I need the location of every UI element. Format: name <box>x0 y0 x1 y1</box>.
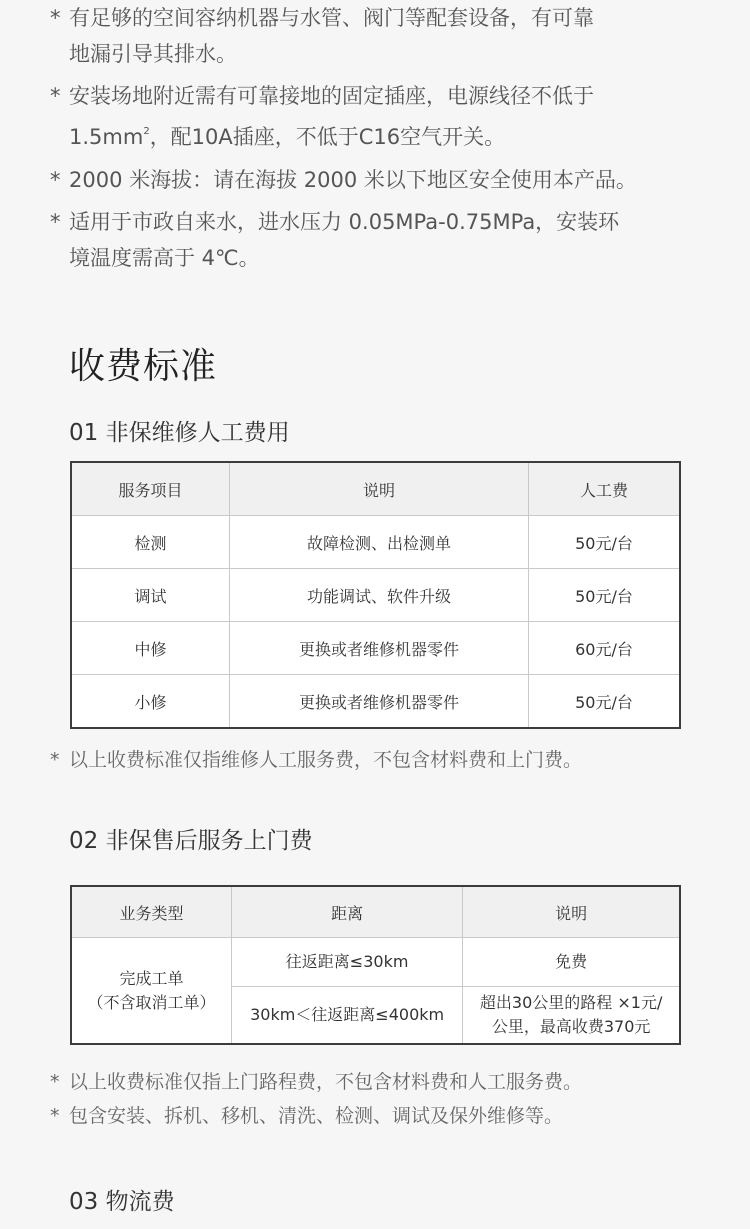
header-cell: 距离 <box>231 886 462 938</box>
header-cell: 说明 <box>463 886 680 938</box>
sub2-title: 02 非保售后服务上门费 <box>69 828 313 854</box>
table-row <box>71 569 680 622</box>
table-cell: 小修 <box>71 675 229 729</box>
header-cell: 业务类型 <box>71 886 231 938</box>
table-cell: 50元/台 <box>528 516 680 569</box>
table-cell: 更换或者维修机器零件 <box>229 675 528 729</box>
table-cell: 50元/台 <box>528 569 680 622</box>
table-row <box>71 938 680 987</box>
table-row <box>71 516 680 569</box>
table-cell: 超出30公里的路程 ×1元/ 公里，最高收费370元 <box>463 987 680 1045</box>
table-cell: 功能调试、软件升级 <box>229 569 528 622</box>
table-cell: 30km＜往返距离≤400km <box>231 987 462 1045</box>
table-row <box>71 622 680 675</box>
visit-fee-table <box>70 885 681 1045</box>
business-type-cell: 完成工单 （不含取消工单） <box>71 938 231 1045</box>
header-cell: 服务项目 <box>71 462 229 516</box>
labor-fee-note: * 以上收费标准仅指维修人工服务费，不包含材料费和上门费。 <box>50 749 583 771</box>
table-cell: 50元/台 <box>528 675 680 729</box>
section-title: 收费标准 <box>69 346 218 387</box>
visit-fee-note-2: * 包含安装、拆机、移机、清洗、检测、调试及保外维修等。 <box>50 1105 564 1127</box>
note-water: * 适用于市政自来水，进水压力 0.05MPa-0.75MPa，安装环 境温度需高于 4℃。 <box>50 210 620 270</box>
table-cell: 中修 <box>71 622 229 675</box>
note-power: * 安装场地附近需有可靠接地的固定插座，电源线径不低于 $1.5mm^2$，配10A插座，不低于C16空气开关。 <box>50 84 594 149</box>
sub1-title: 01 非保维修人工费用 <box>69 420 290 446</box>
table-cell: 更换或者维修机器零件 <box>229 622 528 675</box>
labor-fee-table <box>70 461 681 729</box>
visit-fee-note-1: * 以上收费标准仅指上门路程费，不包含材料费和人工服务费。 <box>50 1071 583 1093</box>
table-header-row <box>71 462 680 516</box>
header-cell: 人工费 <box>528 462 680 516</box>
sub3-title: 03 物流费 <box>69 1189 175 1215</box>
note-altitude: * 2000 米海拔：请在海拔 2000 米以下地区安全使用本产品。 <box>50 168 637 192</box>
table-cell: 60元/台 <box>528 622 680 675</box>
table-header-row <box>71 886 680 938</box>
table-cell: 调试 <box>71 569 229 622</box>
table-cell: 故障检测、出检测单 <box>229 516 528 569</box>
note-drain: * 有足够的空间容纳机器与水管、阀门等配套设备，有可靠 地漏引导其排水。 <box>50 6 594 66</box>
table-cell: 检测 <box>71 516 229 569</box>
table-cell: 往返距离≤30km <box>231 938 462 987</box>
table-row <box>71 675 680 729</box>
header-cell: 说明 <box>229 462 528 516</box>
table-cell: 免费 <box>463 938 680 987</box>
